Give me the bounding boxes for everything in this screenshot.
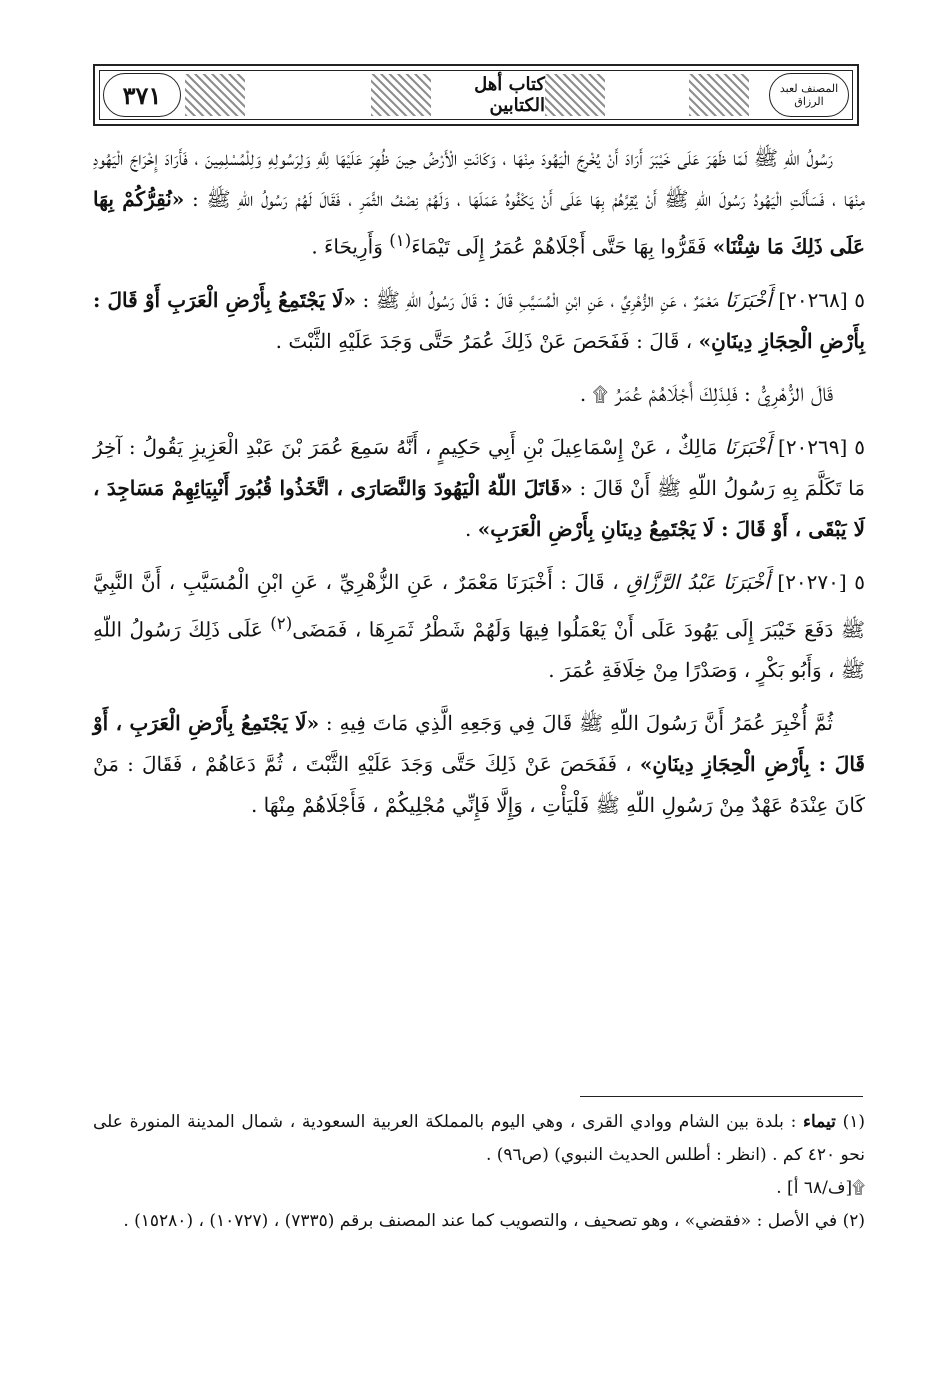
paragraph xyxy=(93,703,865,826)
footnotes xyxy=(93,1106,865,1238)
footnote-label: تيماء xyxy=(803,1112,836,1132)
book-title: كتاب أهل الكتابين xyxy=(474,74,545,116)
footnote-text: : بلدة بين الشام ووادي القرى ، وهي اليوم بالمملكة العربية السعودية ، شمال المدينة المنورة على نحو ٤٢٠ كم . (انظر : أطلس الحديث النبوي) (ص٩٦) . xyxy=(93,1112,865,1165)
quote-bold: «قَاتَلَ اللّهُ الْيَهُودَ وَالنَّصَارَى ، اتَّخَذُوا قُبُورَ أَنْبِيَائِهِمْ مَسَاجِدَ ، لَا يَبْقَى ، أَوْ قَالَ : لَا يَجْتَمِعُ دِينَانِ بِأَرْضِ الْعَرَبِ» xyxy=(93,475,865,541)
text-run: وَأَرِيحَاءَ . xyxy=(311,234,390,259)
text-run: عَلَى ذَلِكَ رَسُولُ اللّهِ ﷺ ، وَأَبُو بَكْرٍ ، وَصَدْرًا مِنْ خِلَافَةِ عُمَرَ . xyxy=(93,617,865,683)
quote-bold: «لَا يَجْتَمِعُ بِأَرْضِ الْعَرَبِ ، أَوْ قَالَ : بِأَرْضِ الْحِجَازِ دِينَانِ» xyxy=(93,711,865,777)
main-text xyxy=(93,138,865,838)
text-run: قَالَ الزُّهْرِيُّ : فَلِذَلِكَ أَجْلَاهُمْ عُمَرُ ۩ . xyxy=(579,381,833,406)
header-ornament xyxy=(185,74,245,116)
text-run: مَعْمَرٌ ، عَنِ الزُّهْرِيِّ ، عَنِ ابْنِ الْمُسَيَّبِ قَالَ : قَالَ رَسُولُ اللّهِ ﷺ : xyxy=(355,287,726,312)
hadith-number: ٥ [٢٠٢٦٩] xyxy=(778,434,865,459)
footnote-number: (٢) xyxy=(842,1211,865,1231)
paragraph xyxy=(93,374,865,415)
paragraph xyxy=(93,138,865,268)
hadith-paragraph xyxy=(93,427,865,550)
text-run: ، قَالَ : فَفَحَصَ عَنْ ذَلِكَ عُمَرُ حَتَّى وَجَدَ عَلَيْهِ الثَّبْتَ . xyxy=(275,328,699,353)
text-run: رَسُولُ اللّهِ ﷺ لَمّا ظَهَرَ عَلَى خَيْبَرَ أَرَادَ أَنْ يُخْرِجَ الْيَهُودَ مِنْهَا ، وَكَانَتِ الْأَرْضُ حِينَ ظُهِرَ عَلَيْهَا لِلَّهِ وَلِرَسُولِهِ وَلِلْمُسْلِمِينَ ، فَأَرَادَ إِخْرَاجَ الْيَهُودِ مِنْهَا ، فَسَأَلَتِ الْيَهُودُ رَسُولَ اللّهِ ﷺ أَنْ يُقِرَّهُمْ بِهَا عَلَى أَنْ يَكْفُوهُ عَمَلَهَا ، وَلَهُمْ نِصْفُ الثَّمَرِ ، فَقَالَ لَهُمْ رَسُولُ اللّهِ ﷺ : xyxy=(93,146,865,211)
footnote-ref[interactable]: (١) xyxy=(389,231,412,250)
akhbarana: أَخْبَرَنَا xyxy=(724,434,772,459)
page-header xyxy=(93,64,859,126)
footnote-number: (١) xyxy=(842,1112,865,1132)
text-run: ، قَالَ : أَخْبَرَنَا مَعْمَرٌ ، عَنِ الزُّهْرِيِّ ، عَنِ ابْنِ الْمُسَيَّبِ ، أَنَّ النَّبِيَّ ﷺ دَفَعَ خَيْبَرَ إِلَى يَهُودَ عَلَى أَنْ يَعْمَلُوا فِيهَا وَلَهُمْ شَطْرُ ثَمَرِهَا ، فَمَضَى xyxy=(93,569,865,642)
quote-bold: «لَا يَجْتَمِعُ بِأَرْضِ الْعَرَبِ أَوْ قَالَ : بِأَرْضِ الْحِجَازِ دِينَانِ» xyxy=(93,287,865,353)
footnote xyxy=(93,1172,865,1205)
hadith-paragraph xyxy=(93,562,865,692)
header-ornament xyxy=(689,74,749,116)
footnote xyxy=(93,1205,865,1238)
text-run: مَالِكٌ ، عَنْ إِسْمَاعِيلَ بْنِ أَبِي حَكِيمٍ ، أَنَّهُ سَمِعَ عُمَرَ بْنَ عَبْدِ الْعَزِيزِ يَقُولُ : آخِرُ مَا تَكَلَّمَ بِهِ رَسُولُ اللّهِ ﷺ أَنْ قَالَ : xyxy=(93,434,865,500)
text-run: ، فَفَحَصَ عَنْ ذَلِكَ حَتَّى وَجَدَ عَلَيْهِ الثَّبْتَ ، ثُمَّ دَعَاهُمْ ، فَقَالَ : مَنْ كَانَ عِنْدَهُ عَهْدٌ مِنْ رَسُولِ اللّهِ ﷺ فَلْيَأْتِ ، وَإِلَّا فَإِنِّي مُجْلِيكُمْ ، فَأَجْلَاهُمْ مِنْهَا . xyxy=(93,752,865,818)
footnote xyxy=(93,1106,865,1172)
text-run: ثُمَّ أُخْبِرَ عُمَرُ أَنَّ رَسُولَ اللّهِ ﷺ قَالَ فِي وَجَعِهِ الَّذِي مَاتَ فِيهِ : xyxy=(319,711,833,736)
footnote-ref[interactable]: (٢) xyxy=(270,613,293,633)
hadith-number: ٥ [٢٠٢٧٠] xyxy=(777,569,865,594)
page-number: ٣٧١ xyxy=(103,73,181,117)
text-run: فَقَرُّوا بِهَا حَتَّى أَجْلَاهُمْ عُمَرُ إِلَى تَيْمَاءَ xyxy=(411,234,713,259)
footnote-divider xyxy=(580,1096,863,1097)
akhbarana: أَخْبَرَنَا عَبْدُ الرَّزَّاقِ xyxy=(626,569,770,594)
header-ornament xyxy=(371,74,431,116)
footnote-text: في الأصل : «فقضي» ، وهو تصحيف ، والتصويب كما عند المصنف برقم (٧٣٣٥) ، (١٠٧٢٧) ، (١٥٢٨٠) . xyxy=(123,1211,843,1231)
quote-bold: «نُقِرُّكُمْ بِهَا عَلَى ذَلِكَ مَا شِئْنَا» xyxy=(93,187,865,259)
text-run: . xyxy=(465,516,478,541)
author-badge: المصنف لعبد الرزاق xyxy=(769,73,849,117)
hadith-paragraph xyxy=(93,280,865,362)
header-ornament xyxy=(545,74,605,116)
footnote-text: ۩[ف/٦٨ أ] . xyxy=(776,1178,865,1198)
hadith-number: ٥ [٢٠٢٦٨] xyxy=(778,287,865,312)
akhbarana: أَخْبَرَنَا xyxy=(725,287,772,312)
